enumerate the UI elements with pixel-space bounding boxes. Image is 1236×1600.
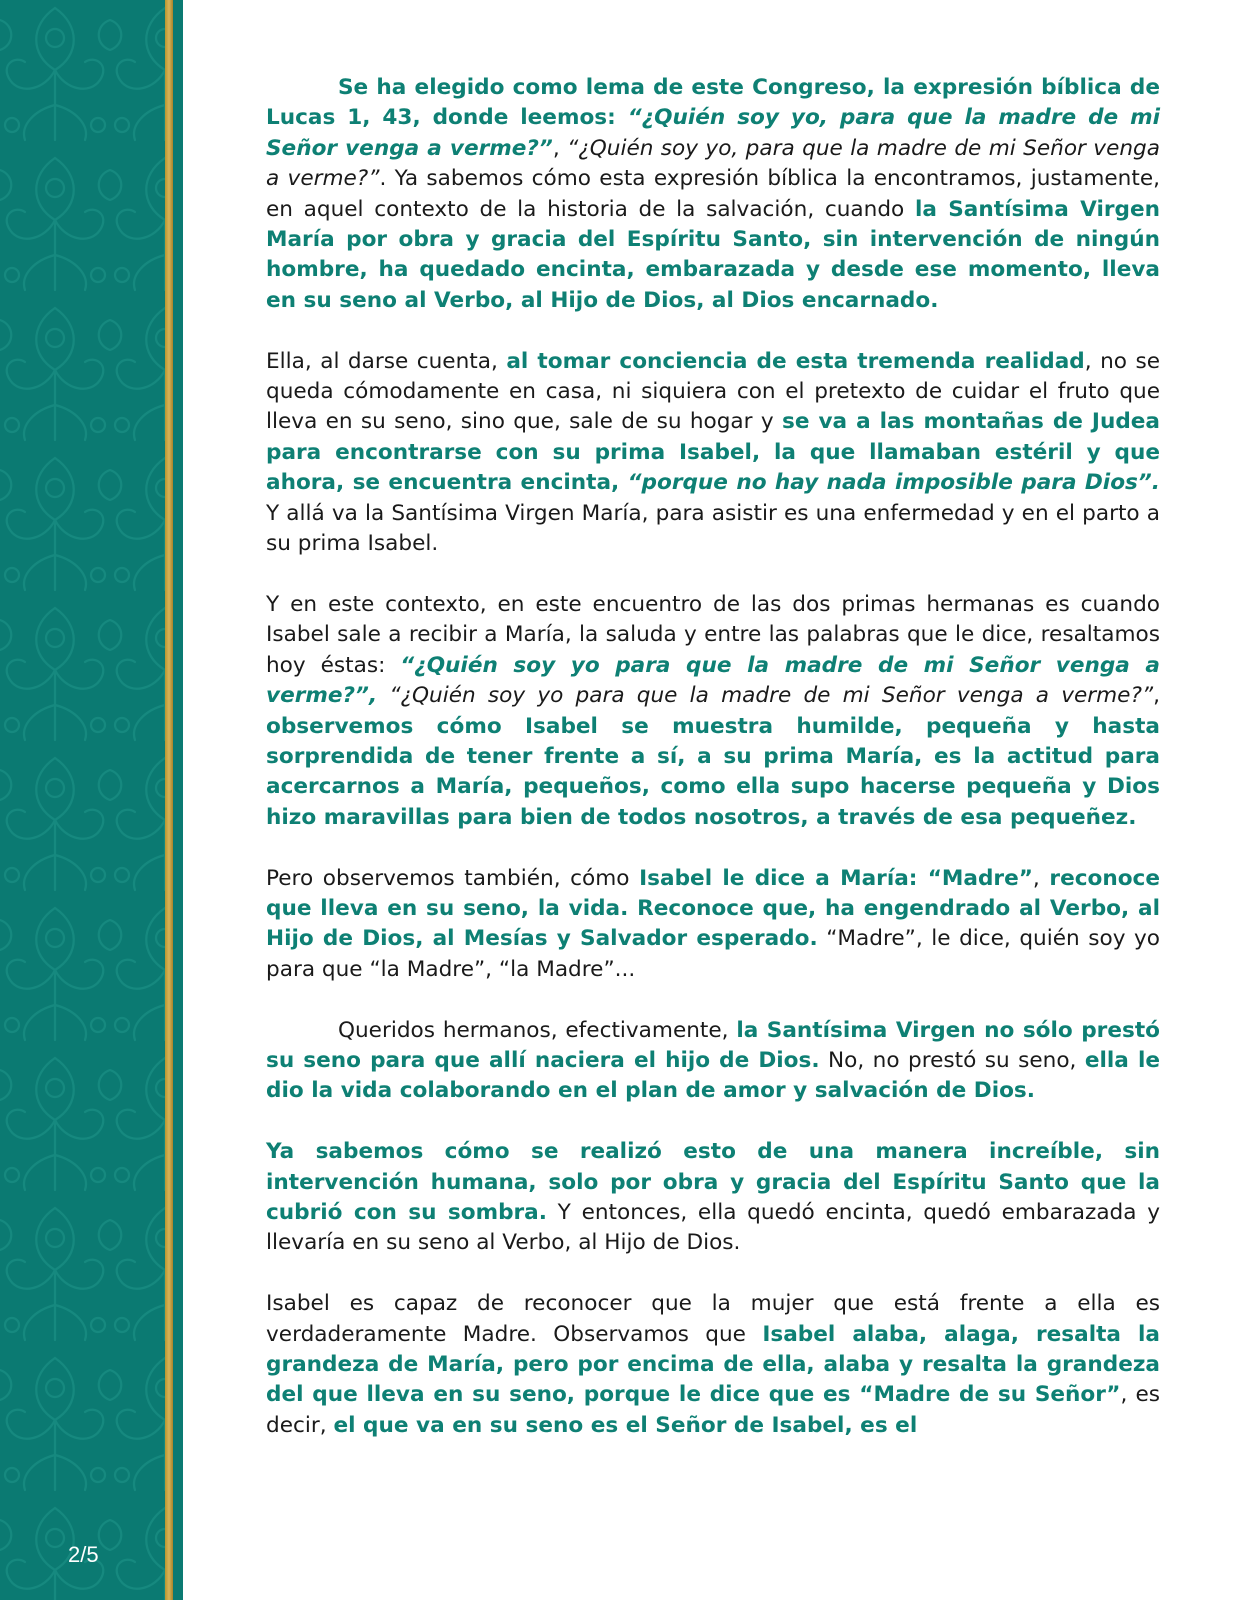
paragraph-6 — [266, 1137, 1160, 1259]
paragraph-1 — [266, 73, 1160, 316]
body-text: , no se queda cómodamente en casa, ni siquiera con el pretexto de cuidar el fruto que lleva en su seno, sino que, sale de su hogar y — [266, 348, 1160, 435]
body-text: Y entonces, ella quedó encinta, quedó embarazada y llevaría en su seno al Verbo, al Hijo de Dios. — [266, 1199, 1160, 1256]
body-text: , — [1032, 865, 1050, 891]
quote-repeat: “¿Quién soy yo, para que la madre de mi Señor venga a verme?” — [266, 135, 1160, 192]
emphasis-text: reconoce que lleva en su seno, la vida. Reconoce que, ha engendrado al Verbo, al Hijo de Dios, al Mesías y Salvador esperado. — [266, 865, 1161, 952]
emphasis-text: Isabel alaba, alaga, resalta la grandeza de María, pero por encima de ella, alaba y resalta la grandeza del que lleva en su seno, porque le dice que es “Madre de su Señor” — [266, 1321, 1161, 1408]
page-number: 2/5 — [68, 1542, 99, 1567]
paragraph-7 — [266, 1289, 1160, 1441]
body-text: Ella, al darse cuenta, — [266, 348, 507, 374]
body-text: Queridos hermanos, efectivamente, — [338, 1017, 737, 1043]
emphasis-text: observemos cómo Isabel se muestra humilde, pequeña y hasta sorprendida de tener frente a sí, a su prima María, es la actitud para acercarnos a María, pequeños, como ella supo hacerse pequeña y Dios hizo maravillas para bien de todos nosotros, a través de esa pequeñez. — [266, 713, 1160, 830]
emphasis-text: la Santísima Virgen no sólo prestó su seno para que allí naciera el hijo de Dios. — [266, 1017, 1160, 1073]
gold-border-stripe — [165, 0, 173, 1600]
paragraph-2 — [266, 347, 1160, 560]
bible-quote: “¿Quién soy yo para que la madre de mi Señor venga a verme?”, — [266, 652, 1160, 709]
paragraph-3 — [266, 590, 1160, 833]
paragraph-4 — [266, 864, 1160, 986]
teal-inner-stripe — [173, 0, 183, 1600]
body-text: Isabel es capaz de reconocer que la mujer que está frente a ella es verdaderamente Madre. Observamos que — [266, 1291, 1160, 1347]
body-text: Y en este contexto, en este encuentro de las dos primas hermanas es cuando Isabel sale a recibir a María, la saluda y entre las palabras que le dice, resaltamos hoy éstas: — [266, 591, 1160, 678]
emphasis-text: se va a las montañas de Judea para encontrarse con su prima Isabel, la que llamaban estéril y que ahora, se encuentra encinta, — [266, 409, 1160, 496]
emphasis-text: la Santísima Virgen María por obra y gracia del Espíritu Santo, sin intervención de ningún hombre, ha quedado encinta, embarazada y desde ese momento, lleva en su seno al Verbo, al Hijo de Dios, al Dios encarnado. — [266, 196, 1160, 313]
emphasis-text: Isabel le dice a María: “Madre” — [639, 865, 1033, 891]
bible-quote: “porque no hay nada imposible para Dios”. — [627, 470, 1161, 496]
body-text: . Ya sabemos cómo esta expresión bíblica la encontramos, justamente, en aquel contexto de la historia de la salvación, cuando — [266, 166, 1160, 222]
body-text: Y allá va la Santísima Virgen María, para asistir es una enfermedad y en el parto a su prima Isabel. — [266, 500, 1160, 557]
document-body — [266, 73, 1160, 1472]
emphasis-text: Ya sabemos cómo se realizó esto de una manera increíble, sin intervención humana, solo por obra y gracia del Espíritu Santo que la cubrió con su sombra. — [266, 1139, 1160, 1225]
emphasis-text: al tomar conciencia de esta tremenda realidad — [506, 348, 1085, 374]
damask-pattern — [0, 0, 165, 1600]
body-text: “Madre”, le dice, quién soy yo para que “la Madre”, “la Madre”... — [266, 926, 1160, 982]
bible-quote: “¿Quién soy yo, para que la madre de mi Señor venga a verme?” — [266, 105, 1160, 161]
body-text: , — [1153, 683, 1160, 709]
body-text: Pero observemos también, cómo — [266, 865, 640, 891]
emphasis-text: Se ha elegido como lema de este Congreso, la expresión bíblica de Lucas 1, 43, donde leemos: — [266, 75, 1160, 131]
body-text: No, no prestó su seno, — [819, 1047, 1085, 1073]
decorative-side-band — [0, 0, 165, 1600]
body-text: , — [552, 135, 568, 161]
emphasis-text: ella le dio la vida colaborando en el plan de amor y salvación de Dios. — [266, 1047, 1160, 1104]
body-text: , es decir, — [266, 1382, 1160, 1438]
emphasis-text: el que va en su seno es el Señor de Isabel, es el — [333, 1412, 918, 1438]
paragraph-5 — [266, 1016, 1160, 1107]
quote-repeat: “¿Quién soy yo para que la madre de mi Señor venga a verme?” — [377, 683, 1154, 709]
